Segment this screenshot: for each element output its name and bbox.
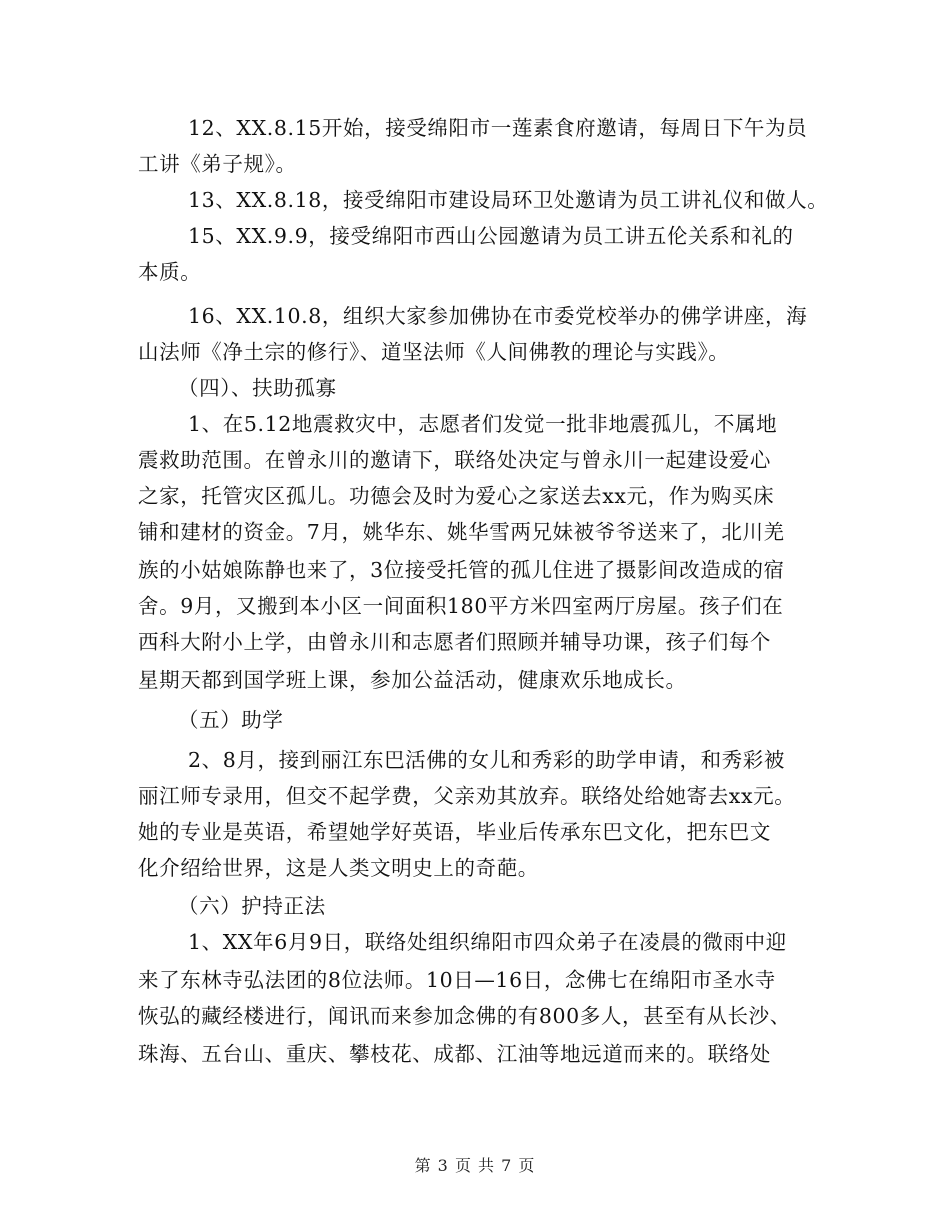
text-line: 之家，托管灾区孤儿。功德会及时为爱心之家送去xx元，作为购买床 (138, 484, 775, 508)
text-line: 她的专业是英语，希望她学好英语，毕业后传承东巴文化，把东巴文 (138, 820, 771, 844)
text-line: 1、XX年6月9日，联络处组织绵阳市四众弟子在凌晨的微雨中迎 (188, 930, 787, 954)
text-line: 16、XX.10.8，组织大家参加佛协在市委党校举办的佛学讲座，海 (188, 304, 808, 328)
text-line: 星期天都到国学班上课，参加公益活动，健康欢乐地成长。 (138, 668, 687, 692)
text-line: 化介绍给世界，这是人类文明史上的奇葩。 (138, 856, 539, 880)
text-line: 1、在5.12地震救灾中，志愿者们发觉一批非地震孤儿，不属地 (188, 412, 778, 436)
text-line: 族的小姑娘陈静也来了，3位接受托管的孤儿住进了摄影间改造成的宿 (138, 558, 785, 582)
text-line: 13、XX.8.18，接受绵阳市建设局环卫处邀请为员工讲礼仪和做人。 (188, 188, 829, 212)
text-line: 来了东林寺弘法团的8位法师。10日—16日，念佛七在绵阳市圣水寺 (138, 968, 776, 992)
section-heading: （四）、扶助孤寡 (178, 376, 337, 400)
text-line: 恢弘的藏经楼进行，闻讯而来参加念佛的有800多人，甚至有从长沙、 (138, 1004, 791, 1028)
text-line: 震救助范围。在曾永川的邀请下，联络处决定与曾永川一起建设爱心 (138, 448, 771, 472)
text-line: 铺和建材的资金。7月，姚华东、姚华雪两兄妹被爷爷送来了，北川羌 (138, 520, 785, 544)
section-heading: （六）护持正法 (178, 894, 326, 918)
text-line: 山法师《净土宗的修行》、道坚法师《人间佛教的理论与实践》。 (138, 340, 730, 364)
text-line: 舍。9月，又搬到本小区一间面积180平方米四室两厅房屋。孩子们在 (138, 594, 784, 618)
page-number: 第 3 页 共 7 页 (414, 1156, 536, 1175)
text-line: 本质。 (138, 260, 202, 284)
text-line: 西科大附小上学，由曾永川和志愿者们照顾并辅导功课，孩子们每个 (138, 630, 771, 654)
text-line: 2、8月，接到丽江东巴活佛的女儿和秀彩的助学申请，和秀彩被 (188, 748, 785, 772)
text-line: 12、XX.8.15开始，接受绵阳市一莲素食府邀请，每周日下午为员 (188, 116, 808, 140)
section-heading: （五）助学 (178, 708, 284, 732)
text-line: 丽江师专录用，但交不起学费，父亲劝其放弃。联络处给她寄去xx元。 (138, 784, 796, 808)
text-line: 15、XX.9.9，接受绵阳市西山公园邀请为员工讲五伦关系和礼的 (188, 224, 794, 248)
text-line: 珠海、五台山、重庆、攀枝花、成都、江油等地远道而来的。联络处 (138, 1042, 771, 1066)
text-line: 工讲《弟子规》。 (138, 152, 297, 176)
